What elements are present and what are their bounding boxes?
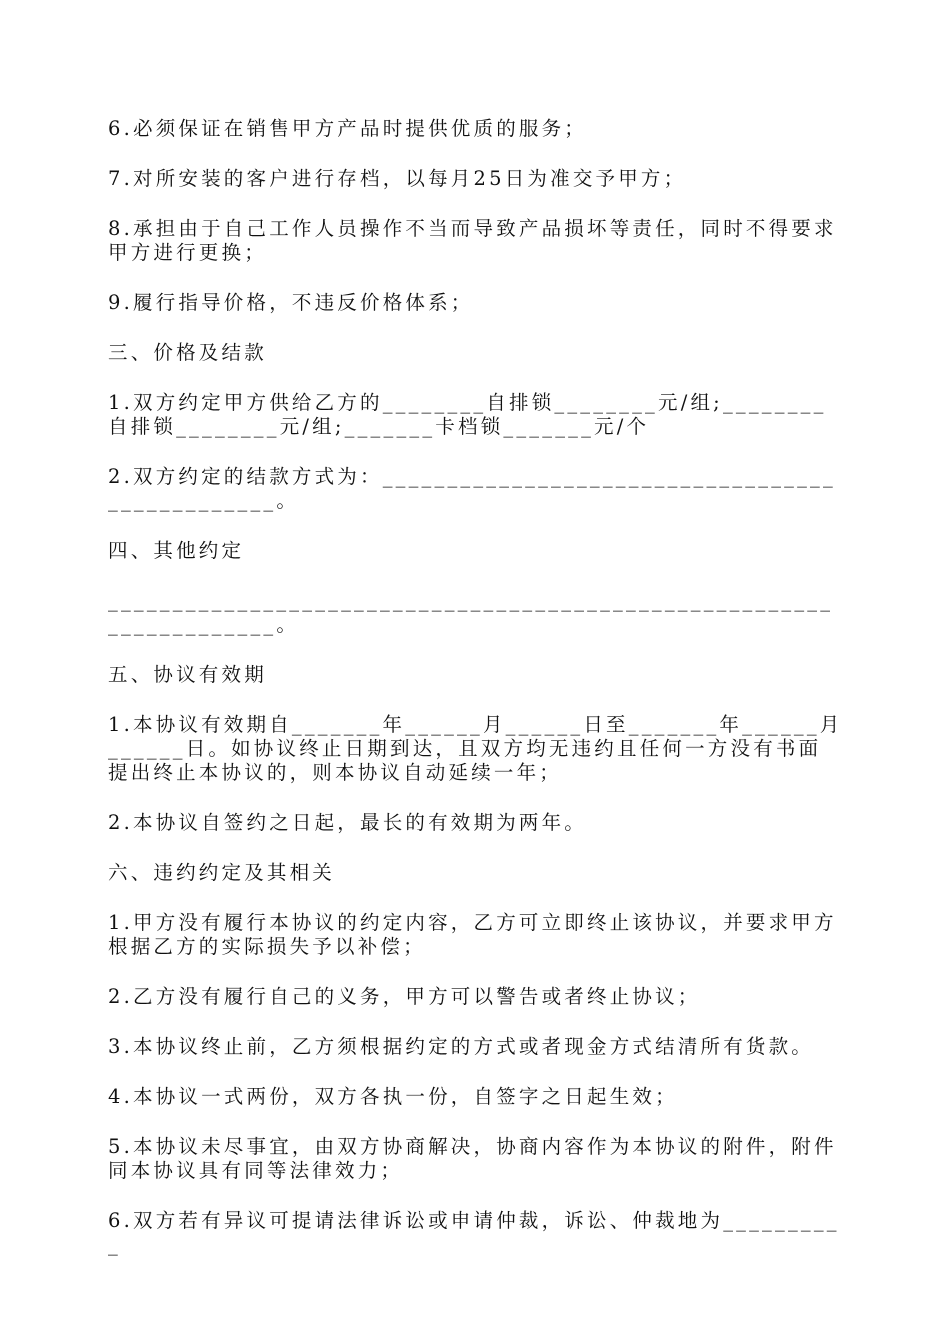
clause-7-archive: 7.对所安装的客户进行存档，以每月25日为准交予甲方； <box>108 167 687 190</box>
section-heading-breach: 六、违约约定及其相关 <box>108 861 336 884</box>
validity-clause-2: 2.本协议自签约之日起，最长的有效期为两年。 <box>108 811 588 834</box>
section-heading-other-terms: 四、其他约定 <box>108 539 245 562</box>
breach-clause-5: 5.本协议未尽事宜，由双方协商解决，协商内容作为本协议的附件，附件同本协议具有同等法律效力； <box>108 1135 837 1182</box>
clause-9-pricing: 9.履行指导价格，不违反价格体系； <box>108 291 474 314</box>
clause-8-responsibility: 8.承担由于自己工作人员操作不当而导致产品损坏等责任，同时不得要求甲方进行更换； <box>108 217 837 264</box>
other-terms-blank: _____________________________________________________________________。 <box>108 589 834 636</box>
breach-clause-6: 6.双方若有异议可提请法律诉讼或申请仲裁，诉讼、仲裁地为__________ <box>108 1209 840 1256</box>
breach-clause-2: 2.乙方没有履行自己的义务，甲方可以警告或者终止协议； <box>108 985 701 1008</box>
breach-clause-1: 1.甲方没有履行本协议的约定内容，乙方可立即终止该协议，并要求甲方根据乙方的实际损失予以补偿； <box>108 911 837 958</box>
validity-clause-1: 1.本协议有效期自_______年______月______日至_______年______月______日。如协议终止日期到达，且双方均无违约且任何一方没有书面提出终止本协议的，则本协议自动延续一年； <box>108 713 843 784</box>
breach-clause-4: 4.本协议一式两份，双方各执一份，自签字之日起生效； <box>108 1085 678 1108</box>
price-clause-1: 1.双方约定甲方供给乙方的________自排锁________元/组;________自排锁________元/组;_______卡档锁_______元/个 <box>108 391 827 438</box>
price-clause-2: 2.双方约定的结款方式为：________________________________________________。 <box>108 465 836 512</box>
document-page <box>108 117 843 1283</box>
section-heading-price-settlement: 三、价格及结款 <box>108 341 267 364</box>
clause-6-service: 6.必须保证在销售甲方产品时提供优质的服务； <box>108 117 588 140</box>
breach-clause-3: 3.本协议终止前，乙方须根据约定的方式或者现金方式结清所有货款。 <box>108 1035 815 1058</box>
section-heading-validity: 五、协议有效期 <box>108 663 267 686</box>
